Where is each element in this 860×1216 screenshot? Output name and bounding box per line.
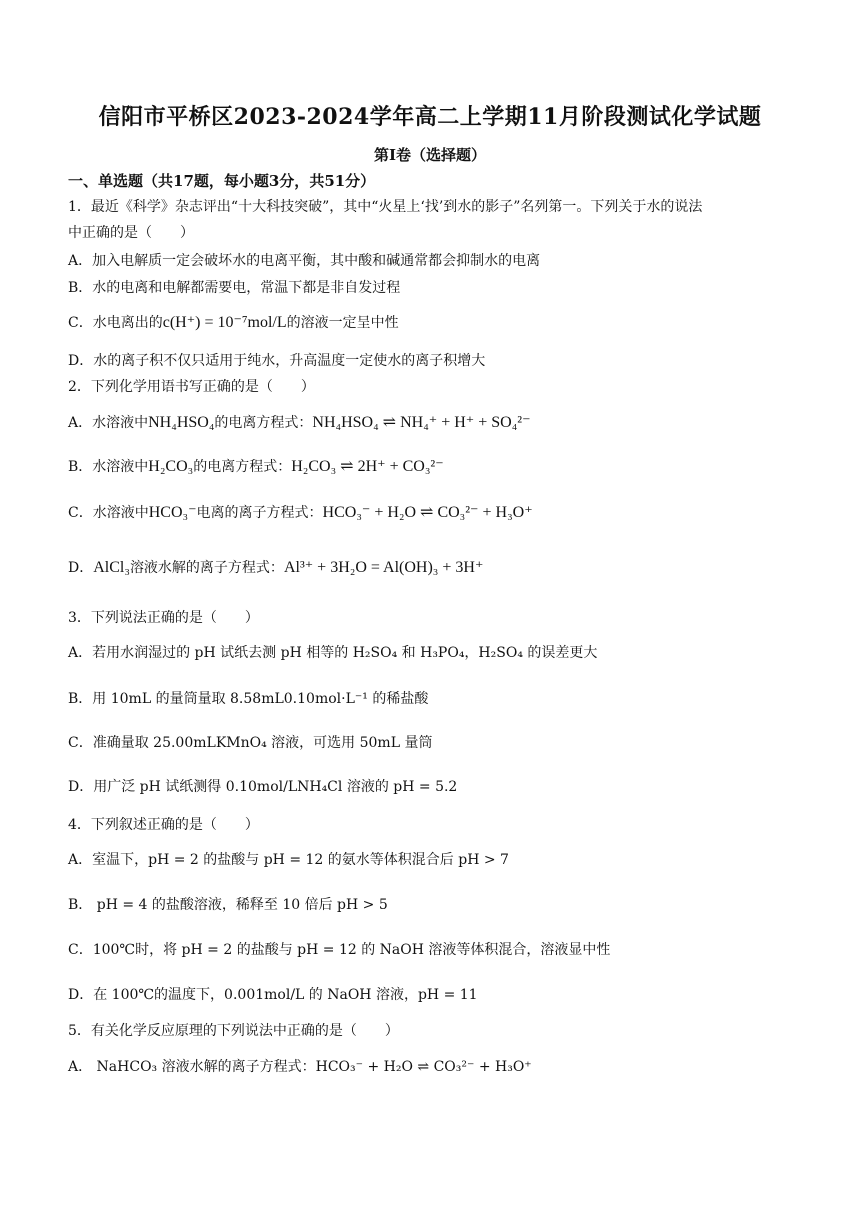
q2-option-d — [68, 558, 483, 578]
q2-option-a — [68, 413, 531, 433]
q2-option-a-species: NH₄HSO₄ — [148, 414, 215, 431]
q2-option-c-species: HCO₃⁻ — [148, 504, 197, 521]
q1-option-a: A．加入电解质一定会破坏水的电离平衡，其中酸和碱通常都会抑制水的电离 — [68, 253, 541, 269]
q4-option-b: B． pH = 4 的盐酸溶液，稀释至 10 倍后 pH > 5 — [68, 897, 388, 913]
q3-option-a: A．若用水润湿过的 pH 试纸去测 pH 相等的 H₂SO₄ 和 H₃PO₄，H₂SO₄ 的误差更大 — [68, 645, 598, 661]
q2-option-b-mid: 的电离方程式： — [193, 459, 292, 475]
q2-option-d-mid: 溶液水解的离子方程式： — [129, 560, 284, 576]
q2-option-b — [68, 457, 444, 477]
q1-stem-line2: 中正确的是（ ） — [68, 225, 194, 241]
q1-option-d: D．水的离子积不仅只适用于纯水，升高温度一定使水的离子积增大 — [68, 353, 486, 369]
q2-option-c-equation: HCO₃⁻ + H₂O ⇌ CO₃²⁻ + H₃O⁺ — [322, 504, 533, 521]
q2-option-b-equation: H₂CO₃ ⇌ 2H⁺ + CO₃²⁻ — [291, 458, 444, 475]
q3-option-b: B．用 10mL 的量筒量取 8.58mL0.10mol·L⁻¹ 的稀盐酸 — [68, 691, 429, 707]
q4-option-d: D．在 100℃的温度下，0.001mol/L 的 NaOH 溶液，pH = 11 — [68, 987, 478, 1003]
q4-option-c: C．100℃时，将 pH = 2 的盐酸与 pH = 12 的 NaOH 溶液等体积混合，溶液显中性 — [68, 942, 611, 958]
volume-heading: 第Ⅰ卷（选择题） — [373, 146, 487, 164]
q1-option-c-suffix: 的溶液一定呈中性 — [286, 315, 399, 331]
q3-stem: 3．下列说法正确的是（ ） — [68, 610, 259, 626]
q3-option-d: D．用广泛 pH 试纸测得 0.10mol/LNH₄Cl 溶液的 pH = 5.2 — [68, 779, 458, 795]
q2-option-d-equation: Al³⁺ + 3H₂O = Al(OH)₃ + 3H⁺ — [283, 559, 484, 576]
q1-stem-line1: 1．最近《科学》杂志评出“十大科技突破”，其中“火星上‘找’到水的影子”名列第一。下列关于水的说法 — [68, 199, 703, 215]
q1-option-b: B．水的电离和电解都需要电，常温下都是非自发过程 — [68, 280, 401, 296]
section-heading: 一、单选题（共17题，每小题3分，共51分） — [68, 172, 376, 190]
q2-option-d-species: AlCl₃ — [93, 559, 130, 576]
q2-option-c-mid: 电离的离子方程式： — [196, 505, 323, 521]
q1-option-c-prefix: C．水电离出的 — [68, 315, 163, 331]
q4-stem: 4．下列叙述正确的是（ ） — [68, 817, 259, 833]
q1-option-c — [68, 313, 399, 333]
q2-option-c — [68, 503, 533, 523]
q3-option-c: C．准确量取 25.00mLKMnO₄ 溶液，可选用 50mL 量筒 — [68, 735, 433, 751]
q2-option-a-equation: NH₄HSO₄ ⇌ NH₄⁺ + H⁺ + SO₄²⁻ — [312, 414, 531, 431]
page-title: 信阳市平桥区2023-2024学年高二上学期11月阶段测试化学试题 — [98, 104, 762, 130]
q2-stem: 2．下列化学用语书写正确的是（ ） — [68, 379, 315, 395]
q5-option-a: A． NaHCO₃ 溶液水解的离子方程式：HCO₃⁻ + H₂O ⇌ CO₃²⁻ + H₃O⁺ — [68, 1059, 532, 1075]
q2-option-c-prefix: C．水溶液中 — [68, 505, 149, 521]
q2-option-b-species: H₂CO₃ — [148, 458, 194, 475]
q2-option-b-prefix: B．水溶液中 — [68, 459, 149, 475]
q2-option-a-mid: 的电离方程式： — [214, 415, 313, 431]
q1-option-c-formula: c(H⁺) = 10⁻⁷mol/L — [162, 314, 287, 331]
q2-option-d-prefix: D． — [68, 560, 94, 576]
q2-option-a-prefix: A．水溶液中 — [68, 415, 149, 431]
q5-stem: 5．有关化学反应原理的下列说法中正确的是（ ） — [68, 1023, 399, 1039]
q4-option-a: A．室温下，pH = 2 的盐酸与 pH = 12 的氨水等体积混合后 pH > 7 — [68, 852, 509, 868]
